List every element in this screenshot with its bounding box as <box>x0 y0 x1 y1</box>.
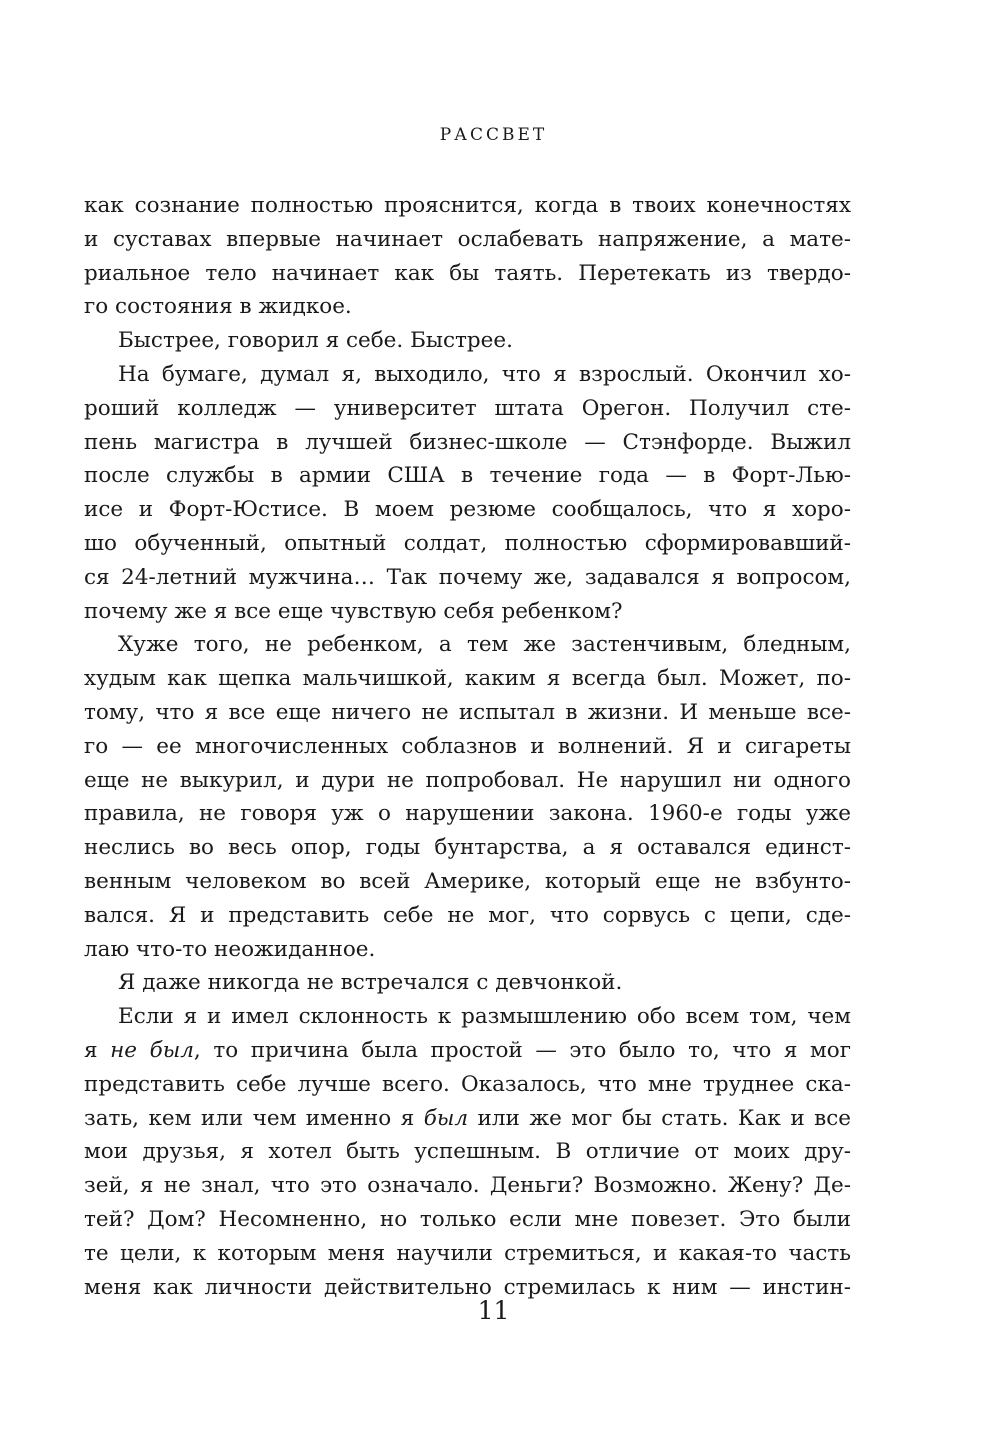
text-segment: зей, я не знал, что это означало. Деньги? Возможно. Жену? Де- <box>84 1173 851 1199</box>
text-segment: Если я и имел склонность к размышлению обо всем том, чем <box>118 1004 851 1030</box>
text-segment: правила, не говоря уж о нарушении закона. 1960-е годы уже <box>84 801 851 827</box>
text-line <box>84 865 851 899</box>
text-segment: тей? Дом? Несомненно, но только если мне повезет. Это были <box>84 1206 851 1232</box>
text-line <box>84 1135 851 1169</box>
text-line <box>84 223 851 257</box>
text-line <box>84 797 851 831</box>
text-segment: я <box>84 1037 111 1063</box>
body-text <box>84 189 851 1304</box>
text-line <box>84 459 851 493</box>
text-segment: На бумаге, думал я, выходило, что я взрослый. Окончил хо- <box>118 361 851 387</box>
text-segment: исе и Форт-Юстисе. В моем резюме сообщалось, что я хоро- <box>84 497 851 523</box>
text-segment: пень магистра в лучшей бизнес-школе — Стэнфорде. Выжил <box>84 429 851 455</box>
emphasized-text: не был <box>110 1037 194 1063</box>
text-segment: меня как личности действительно стремилась к ним — инстин- <box>84 1274 851 1300</box>
text-line <box>84 628 851 662</box>
text-segment: , то причина была простой — это было то, что я мог <box>193 1037 851 1063</box>
text-segment: или же мог бы стать. Как и все <box>468 1105 851 1131</box>
text-line <box>84 1102 851 1136</box>
text-segment: неслись во весь опор, годы бунтарства, а я оставался единст- <box>84 835 851 861</box>
text-line <box>84 899 851 933</box>
text-line <box>84 493 851 527</box>
text-line <box>84 933 851 967</box>
text-line <box>84 831 851 865</box>
text-segment: как сознание полностью прояснится, когда в твоих конечностях <box>84 193 851 218</box>
text-line <box>84 730 851 764</box>
text-segment: Быстрее, говорил я себе. Быстрее. <box>118 328 513 354</box>
text-line <box>84 1034 851 1068</box>
text-line <box>84 189 851 223</box>
text-line <box>84 662 851 696</box>
text-segment: почему же я все еще чувствую себя ребенком? <box>84 598 623 624</box>
running-head: РАССВЕТ <box>439 125 548 145</box>
text-line <box>84 696 851 730</box>
text-line <box>84 561 851 595</box>
text-segment: худым как щепка мальчишкой, каким я всегда был. Может, по- <box>84 666 851 692</box>
text-line <box>84 1000 851 1034</box>
text-line <box>84 595 851 629</box>
text-line <box>84 324 851 358</box>
text-segment: представить себе лучше всего. Оказалось, что мне труднее ска- <box>84 1071 851 1097</box>
page-number: 11 <box>477 1296 510 1325</box>
text-segment: и суставах впервые начинает ослабевать напряжение, а мате- <box>84 226 851 252</box>
text-segment: те цели, к которым меня научили стремиться, и какая-то часть <box>84 1240 851 1266</box>
text-segment: еще не выкурил, и дури не попробовал. Не нарушил ни одного <box>84 767 851 793</box>
text-line <box>84 426 851 460</box>
text-line <box>84 764 851 798</box>
text-line <box>84 966 851 1000</box>
text-segment: ся 24-летний мужчина… Так почему же, задавался я вопросом, <box>84 564 851 590</box>
text-line <box>84 527 851 561</box>
text-segment: зать, кем или чем именно я <box>84 1105 424 1131</box>
text-segment: тому, что я все еще ничего не испытал в жизни. И меньше все- <box>84 699 851 725</box>
text-segment: го — ее многочисленных соблазнов и волнений. Я и сигареты <box>84 733 851 759</box>
text-segment: роший колледж — университет штата Орегон. Получил сте- <box>84 395 851 421</box>
text-line <box>84 1068 851 1102</box>
text-line <box>84 392 851 426</box>
text-segment: риальное тело начинает как бы таять. Перетекать из твердо- <box>84 260 851 286</box>
text-segment: Я даже никогда не встречался с девчонкой. <box>118 970 623 996</box>
text-line <box>84 1169 851 1203</box>
emphasized-text: был <box>423 1105 469 1131</box>
text-segment: Хуже того, не ребенком, а тем же застенчивым, бледным, <box>118 632 851 658</box>
text-line <box>84 257 851 291</box>
text-line <box>84 358 851 392</box>
text-segment: венным человеком во всей Америке, который еще не взбунто- <box>84 868 851 894</box>
text-segment: после службы в армии США в течение года — в Форт-Лью- <box>84 463 851 489</box>
text-segment: шо обученный, опытный солдат, полностью сформировавший- <box>84 530 851 556</box>
text-line <box>84 1237 851 1271</box>
text-line <box>84 290 851 324</box>
text-segment: вался. Я и представить себе не мог, что сорвусь с цепи, сде- <box>84 902 851 928</box>
text-segment: го состояния в жидкое. <box>84 294 352 320</box>
text-line <box>84 1203 851 1237</box>
text-segment: лаю что-то неожиданное. <box>84 936 376 962</box>
text-segment: мои друзья, я хотел быть успешным. В отличие от моих дру- <box>84 1139 851 1165</box>
